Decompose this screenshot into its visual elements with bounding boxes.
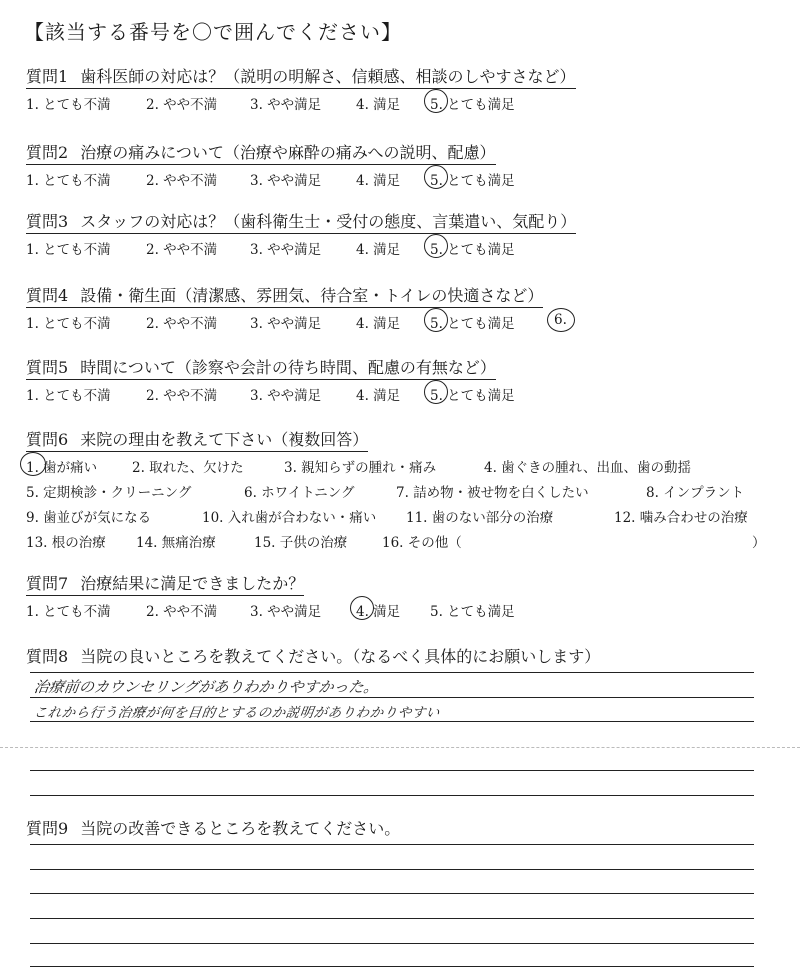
option-4[interactable]: 4. 満足 [356,173,401,189]
reason-options [26,452,786,552]
question-number: 質問4 [26,286,69,305]
option-3[interactable]: 3. やや満足 [250,388,322,404]
reason-option-2[interactable]: 2. 取れた、欠けた [132,460,244,476]
question-1 [26,66,786,113]
answer-line [30,918,754,919]
question-number: 質問5 [26,358,69,377]
reason-option-4[interactable]: 4. 歯ぐきの腫れ、出血、歯の動揺 [484,460,691,476]
question-text: 時間について（診察や会計の待ち時間、配慮の有無など） [80,358,496,377]
page-title: 【該当する番号を〇で囲んでください】 [24,20,402,44]
option-3[interactable]: 3. やや満足 [250,242,322,258]
other-close-paren: ） [752,535,766,551]
handwritten-answer-2: これから行う治療が何を目的とするのか説明がありわかりやすい [32,705,441,721]
page-fold-line [0,747,800,748]
option-5[interactable]: 5. とても満足 [430,97,515,113]
question-text: 設備・衛生面（清潔感、雰囲気、待合室・トイレの快適さなど） [80,286,544,305]
option-5[interactable]: 5. とても満足 [430,173,515,189]
question-number: 質問9 [26,819,69,838]
question-text: 当院の良いところを教えてください。（なるべく具体的にお願いします） [80,647,601,666]
question-text: 治療の痛みについて（治療や麻酔の痛みへの説明、配慮） [80,143,496,162]
question-6-header [26,429,368,452]
option-4[interactable]: 4. 満足 [356,316,401,332]
question-7-header [26,573,304,596]
reason-option-13[interactable]: 13. 根の治療 [26,535,106,551]
rating-options [26,236,786,258]
reason-option-8[interactable]: 8. インプラント [646,485,745,501]
question-text: 当院の改善できるところを教えてください。 [80,819,401,838]
selection-circle [350,596,374,620]
selection-circle [20,452,46,476]
handwritten-answer-1: 治療前のカウンセリングがありわかりやすかった。 [32,678,380,696]
option-4[interactable]: 4. 満足 [356,604,401,620]
rating-options [26,310,786,332]
option-3[interactable]: 3. やや満足 [250,173,322,189]
question-number: 質問7 [26,574,69,593]
answer-line [30,795,754,796]
option-5[interactable]: 5. とても満足 [430,316,515,332]
selection-circle [424,308,448,332]
option-5[interactable]: 5. とても満足 [430,242,515,258]
option-2[interactable]: 2. やや不満 [146,388,218,404]
option-3[interactable]: 3. やや満足 [250,97,322,113]
answer-line [30,869,754,870]
option-3[interactable]: 3. やや満足 [250,604,322,620]
question-5 [26,357,786,404]
option-2[interactable]: 2. やや不満 [146,97,218,113]
reason-option-3[interactable]: 3. 親知らずの腫れ・痛み [284,460,437,476]
answer-line [30,770,754,771]
option-4[interactable]: 4. 満足 [356,97,401,113]
question-number: 質問2 [26,143,69,162]
reason-option-6[interactable]: 6. ホワイトニング [244,485,355,501]
option-1[interactable]: 1. とても不満 [26,604,111,620]
answer-line [30,672,754,673]
question-number: 質問6 [26,430,69,449]
option-5[interactable]: 5. とても満足 [430,388,515,404]
question-9-header [26,818,400,840]
extra-mark: 6. [554,312,567,328]
question-2-header [26,142,496,165]
selection-circle-extra [547,308,575,332]
selection-circle [424,380,448,404]
option-1[interactable]: 1. とても不満 [26,316,111,332]
question-1-header [26,66,576,89]
question-8 [26,646,786,668]
reason-option-1[interactable]: 1. 歯が痛い [26,460,98,476]
reason-option-15[interactable]: 15. 子供の治療 [254,535,348,551]
question-3-header [26,211,576,234]
question-8-header [26,646,600,668]
reason-option-7[interactable]: 7. 詰め物・被せ物を白くしたい [396,485,589,501]
rating-options [26,598,786,620]
rating-options [26,91,786,113]
question-number: 質問8 [26,647,69,666]
question-7 [26,573,786,620]
option-1[interactable]: 1. とても不満 [26,242,111,258]
option-5[interactable]: 5. とても満足 [430,604,515,620]
question-text: 歯科医師の対応は？（説明の明解さ、信頼感、相談のしやすさなど） [80,67,576,86]
reason-option-5[interactable]: 5. 定期検診・クリーニング [26,485,192,501]
question-4-header [26,285,543,308]
selection-circle [424,234,448,258]
answer-line [30,697,754,698]
option-1[interactable]: 1. とても不満 [26,173,111,189]
reason-option-10[interactable]: 10. 入れ歯が合わない・痛い [202,510,377,526]
question-2 [26,142,786,189]
question-6 [26,429,786,552]
question-number: 質問1 [26,67,69,86]
selection-circle [424,165,448,189]
question-3 [26,211,786,258]
answer-line [30,721,754,722]
option-3[interactable]: 3. やや満足 [250,316,322,332]
option-1[interactable]: 1. とても不満 [26,97,111,113]
answer-line [30,844,754,845]
answer-line [30,966,754,967]
rating-options [26,167,786,189]
option-4[interactable]: 4. 満足 [356,388,401,404]
rating-options [26,382,786,404]
question-text: 治療結果に満足できましたか？ [80,574,305,593]
question-9 [26,818,786,840]
question-4 [26,285,786,332]
reason-option-16[interactable]: 16. その他（ [382,535,462,551]
question-number: 質問3 [26,212,69,231]
answer-line [30,943,754,944]
reason-option-11[interactable]: 11. 歯のない部分の治療 [406,510,554,526]
option-4[interactable]: 4. 満足 [356,242,401,258]
reason-option-12[interactable]: 12. 噛み合わせの治療 [614,510,748,526]
question-text: 来院の理由を教えて下さい（複数回答） [80,430,369,449]
option-2[interactable]: 2. やや不満 [146,604,218,620]
option-2[interactable]: 2. やや不満 [146,242,218,258]
question-5-header [26,357,496,380]
option-2[interactable]: 2. やや不満 [146,316,218,332]
option-2[interactable]: 2. やや不満 [146,173,218,189]
reason-option-14[interactable]: 14. 無痛治療 [136,535,216,551]
selection-circle [424,89,448,113]
question-text: スタッフの対応は？（歯科衛生士・受付の態度、言葉遣い、気配り） [80,212,577,231]
reason-option-9[interactable]: 9. 歯並びが気になる [26,510,152,526]
option-1[interactable]: 1. とても不満 [26,388,111,404]
answer-line [30,893,754,894]
